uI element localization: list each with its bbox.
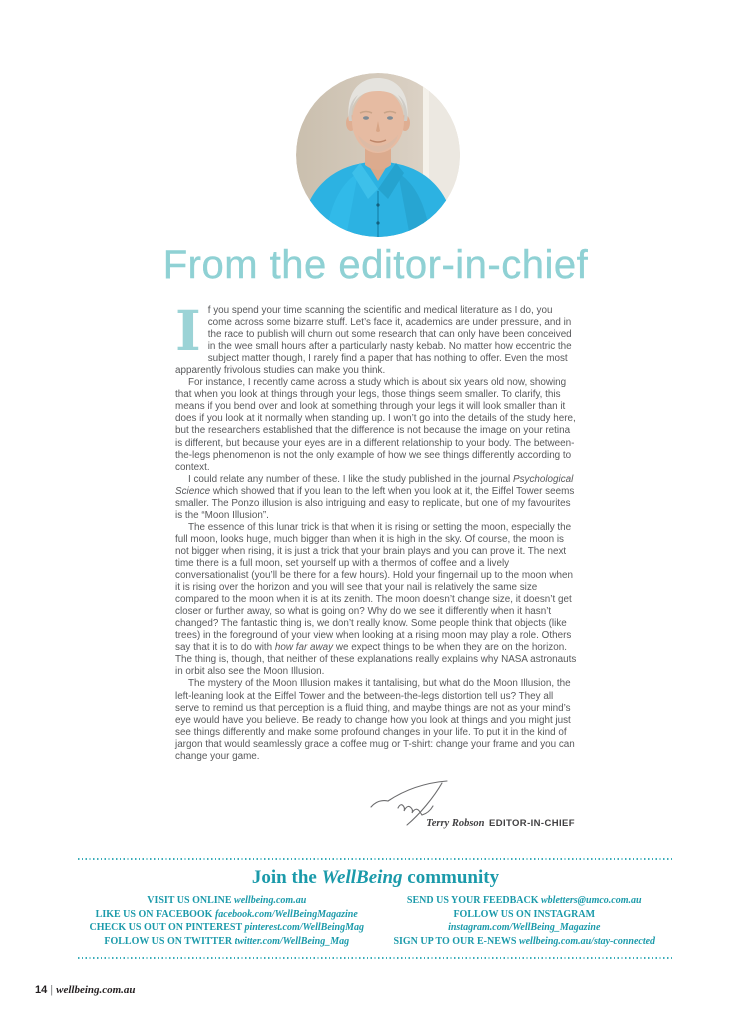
footer-site-name: wellbeing.com.au: [56, 984, 136, 996]
community-link-label: LIKE US ON FACEBOOK: [95, 908, 213, 920]
community-link: [78, 894, 376, 908]
community-links-left: [78, 894, 376, 948]
paragraph: [175, 522, 577, 679]
paragraph: [175, 377, 577, 473]
byline-name: Terry Robson: [426, 818, 485, 829]
community-link: [376, 908, 674, 922]
signoff-block: [175, 773, 577, 835]
footer-separator: |: [50, 984, 54, 996]
community-link-url: instagram.com/WellBeing_Magazine: [448, 922, 601, 934]
community-heading: [78, 867, 673, 889]
community-link-url: wellbeing.com.au/stay-connected: [518, 935, 656, 947]
community-link: [78, 935, 376, 949]
text-run: how far away: [274, 642, 334, 654]
portrait-illustration: [296, 73, 460, 237]
text-run: f you spend your time scanning the scientific and medical literature as I do, you come across some bizarre stuff. Let’s face it, academics are under pressure, and in the race to publish will churn out some research that can only have been conceived in the wee small hours after a particularly nasty kebab. No matter how eccentric the subject matter though, I rarely find a paper that has nothing to offer. Even the most apparently frivolous studies can make you think.: [175, 305, 572, 377]
community-link-url: twitter.com/WellBeing_Mag: [234, 935, 350, 947]
community-link-url: facebook.com/WellBeingMagazine: [214, 908, 358, 920]
community-link: [376, 921, 674, 935]
text-run: Psychological Science: [175, 473, 574, 497]
page-number: 14: [35, 984, 48, 996]
paragraph: [175, 474, 577, 522]
community-heading-post: community: [402, 867, 500, 888]
editorial-text: [175, 298, 577, 763]
page-footer: [35, 984, 136, 996]
community-link: [376, 935, 674, 949]
byline-role: EDITOR-IN-CHIEF: [488, 818, 575, 829]
paragraph: [175, 298, 577, 377]
community-link-url: pinterest.com/WellBeingMag: [244, 922, 364, 934]
community-link: [376, 894, 674, 908]
community-link-url: wellbeing.com.au: [234, 895, 307, 906]
community-links-right: [376, 894, 674, 948]
text-run: The mystery of the Moon Illusion makes it tantalising, but what do the Moon Illusion, the left-leaning look at the Eiffel Tower and the between-the-legs distortion tell us? They all serve to remind us that perception is a fluid thing, and maybe things are not as your mind’s eye would have you believe. Be ready to change how you look at things and you might just see things differently and make some profound changes in your life. To put it in the kind of jargon that would seamlessly grace a coffee mug or T-shirt: change your frame and you can change your game.: [175, 678, 575, 762]
community-link-label: FOLLOW US ON INSTAGRAM: [453, 908, 596, 920]
community-link-label: VISIT US ONLINE: [147, 895, 232, 906]
community-section: [78, 858, 673, 959]
community-link: [78, 908, 376, 922]
community-link-label: SIGN UP TO OUR E-NEWS: [393, 935, 517, 947]
page-title: From the editor-in-chief: [162, 243, 589, 287]
text-run: For instance, I recently came across a study which is about six years old now, showing that when you look at things through your legs, those things seem smaller. To clarify, this means if you bend over and look at something through your legs it will look smaller than it does if you look at it normally when standing up. I won’t go into the details of the study here, but the researchers established that the difference is not because the image on your retina is different, but because your eyes are in a different relationship to your body. The between-the-legs phenomenon is not the only example of how we see things differently according to context.: [175, 377, 576, 473]
text-run: The essence of this lunar trick is that when it is rising or setting the moon, especially the full moon, looks huge, much bigger than when it is high in the sky. Of course, the moon is not bigger when rising, it is just a trick that your brain plays and you can prove it. The next time there is a full moon, set yourself up with a thermos of coffee and a lively conversationalist (you’ll be there for a few hours). Hold your fingernail up to the moon when it is rising over the horizon and you will see that your nail is relatively the same size compared to the moon when it is at its zenith. The moon doesn’t change size, it doesn’t get closer or further away, so what is going on? Why do we see it differently when it hasn’t changed? The fantastic thing is, we don’t really know. Some people think that objects (like trees) in the foreground of your view when looking at a rising moon may play a role. Others say that it is to do with: [175, 521, 573, 654]
drop-cap: I: [175, 298, 201, 363]
community-link-label: CHECK US OUT ON PINTEREST: [89, 922, 242, 934]
community-heading-pre: Join the: [251, 867, 322, 888]
dotted-divider-top: [78, 858, 673, 860]
community-heading-brand: WellBeing: [321, 867, 403, 888]
community-link-url: wbletters@umco.com.au: [541, 895, 642, 906]
community-link-label: FOLLOW US ON TWITTER: [104, 935, 233, 947]
text-run: which showed that if you lean to the left when you look at it, the Eiffel Tower seems smaller. The Ponzo illusion is also intriguing and easy to replicate, but one of my favourites is the “Moon Illusion”.: [175, 485, 575, 521]
community-link-label: SEND US YOUR FEEDBACK: [406, 895, 539, 906]
community-links: [78, 894, 673, 948]
editor-portrait-photo: [296, 73, 460, 237]
byline: [426, 813, 575, 831]
text-run: we expect things to be when they are on the horizon. The thing is, though, that neither of these explanations really explains why NASA astronauts in orbit also see the Moon Illusion.: [175, 642, 577, 678]
community-link: [78, 921, 376, 935]
text-run: I could relate any number of these. I like the study published in the journal: [188, 473, 513, 485]
dotted-divider-bottom: [78, 957, 673, 959]
paragraph: [175, 678, 577, 762]
